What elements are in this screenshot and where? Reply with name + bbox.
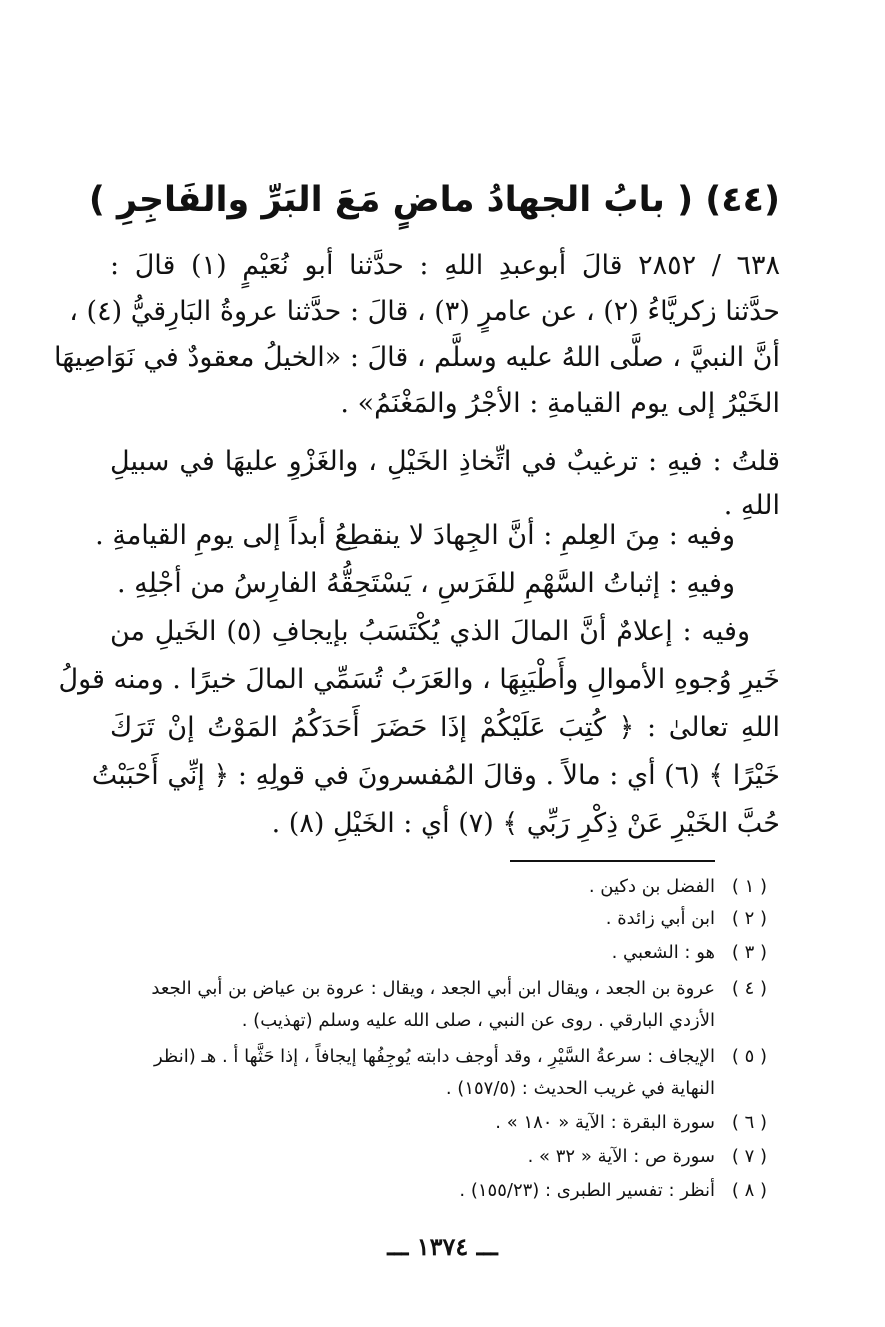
footnote xyxy=(495,1112,767,1133)
footnote-number: ( ١ ) xyxy=(731,876,767,897)
page-number: ـــ ١٣٧٤ ـــ xyxy=(387,1232,498,1261)
footnote xyxy=(151,978,767,999)
body-line: وفيه : مِنَ العِلمِ : أنَّ الجِهادَ لا ينقطِعُ أبداً إلى يومِ القيامةِ . xyxy=(95,520,735,551)
body-line: ٦٣٨ / ٢٨٥٢ قالَ أبوعبدِ اللهِ : حدَّثنا أبو نُعَيْمٍ (١) قالَ : xyxy=(110,250,780,281)
footnote xyxy=(589,876,767,897)
footnote-continuation: النهاية في غريب الحديث : (١٥٧/٥) . xyxy=(445,1078,715,1099)
footnote-text: سورة البقرة : الآية « ١٨٠ » . xyxy=(495,1112,715,1133)
body-line: اللهِ . xyxy=(723,490,780,521)
footnote-number: ( ٢ ) xyxy=(731,908,767,929)
footnote xyxy=(459,1180,767,1201)
chapter-title: (٤٤) ( بابُ الجهادُ ماضٍ مَعَ البَرِّ والفَاجِرِ ) xyxy=(88,180,780,220)
footnote-text: الإيجاف : سرعةُ السَّيْرِ ، وقد أوجف دابته يُوجِفُها إيجافاً ، إذا حَثَّها أ . هـ (انظر xyxy=(154,1046,715,1067)
footnote xyxy=(612,942,767,963)
footnote xyxy=(528,1146,767,1167)
footnote-text: أنظر : تفسير الطبرى : (١٥٥/٢٣) . xyxy=(459,1180,715,1201)
footnote-number: ( ٧ ) xyxy=(731,1146,767,1167)
footnote-separator xyxy=(510,860,715,862)
footnote-text: الفضل بن دكين . xyxy=(588,876,715,897)
footnote-text: عروة بن الجعد ، ويقال ابن أبي الجعد ، ويقال : عروة بن عياض بن أبي الجعد xyxy=(151,978,715,999)
footnote-continuation: الأزدي البارقي . روى عن النبي ، صلى الله عليه وسلم (تهذيب) . xyxy=(241,1010,715,1031)
footnote xyxy=(606,908,767,929)
body-line: حُبَّ الخَيْرِ عَنْ ذِكْرِ رَبِّي ﴾ (٧) أي : الخَيْلِ (٨) . xyxy=(271,808,780,839)
footnote-number: ( ٦ ) xyxy=(731,1112,767,1133)
body-line: وفيهِ : إثباتُ السَّهْمِ للفَرَسِ ، يَسْتَحِقُّهُ الفارِسُ من أجْلِهِ . xyxy=(116,568,735,599)
footnote-text: سورة ص : الآية « ٣٢ » . xyxy=(527,1146,715,1167)
body-line: وفيه : إعلامٌ أنَّ المالَ الذي يُكْتَسَبُ بإيجافِ (٥) الخَيلِ من xyxy=(110,616,750,647)
body-line: قلتُ : فيهِ : ترغيبٌ في اتِّخاذِ الخَيْلِ ، والغَزْوِ عليهَا في سبيلِ xyxy=(110,446,780,477)
body-line: حدَّثنا زكريَّاءُ (٢) ، عن عامرٍ (٣) ، قالَ : حدَّثنا عروةُ البَارِقيُّ (٤) ، xyxy=(69,296,780,327)
footnote-number: ( ٨ ) xyxy=(731,1180,767,1201)
footnote-number: ( ٥ ) xyxy=(731,1046,767,1067)
body-line: الخَيْرُ إلى يوم القيامةِ : الأجْرُ والمَغْنَمُ» . xyxy=(340,388,780,419)
footnote-number: ( ٤ ) xyxy=(731,978,767,999)
body-line: خَيرِ وُجوهِ الأموالِ وأَطْيَبِهَا ، والعَرَبُ تُسَمِّي المالَ خيرًا . ومنه قولُ xyxy=(58,664,780,695)
footnote-number: ( ٣ ) xyxy=(731,942,767,963)
body-line: اللهِ تعالىٰ : ﴿ كُتِبَ عَلَيْكُمْ إذَا حَضَرَ أَحَدَكُمُ المَوْتُ إنْ تَرَكَ xyxy=(110,712,780,743)
footnote xyxy=(154,1046,767,1067)
footnote-text: هو : الشعبي . xyxy=(611,942,715,963)
body-line: خَيْرًا ﴾ (٦) أي : مالاً . وقالَ المُفسرونَ في قولِهِ : ﴿ إنِّي أَحْبَبْتُ xyxy=(91,760,780,791)
footnote-text: ابن أبي زائدة . xyxy=(605,908,715,929)
body-line: أنَّ النبيَّ ، صلَّى اللهُ عليه وسلَّم ، قالَ : «الخيلُ معقودٌ في نَوَاصِيهَا xyxy=(54,342,780,373)
